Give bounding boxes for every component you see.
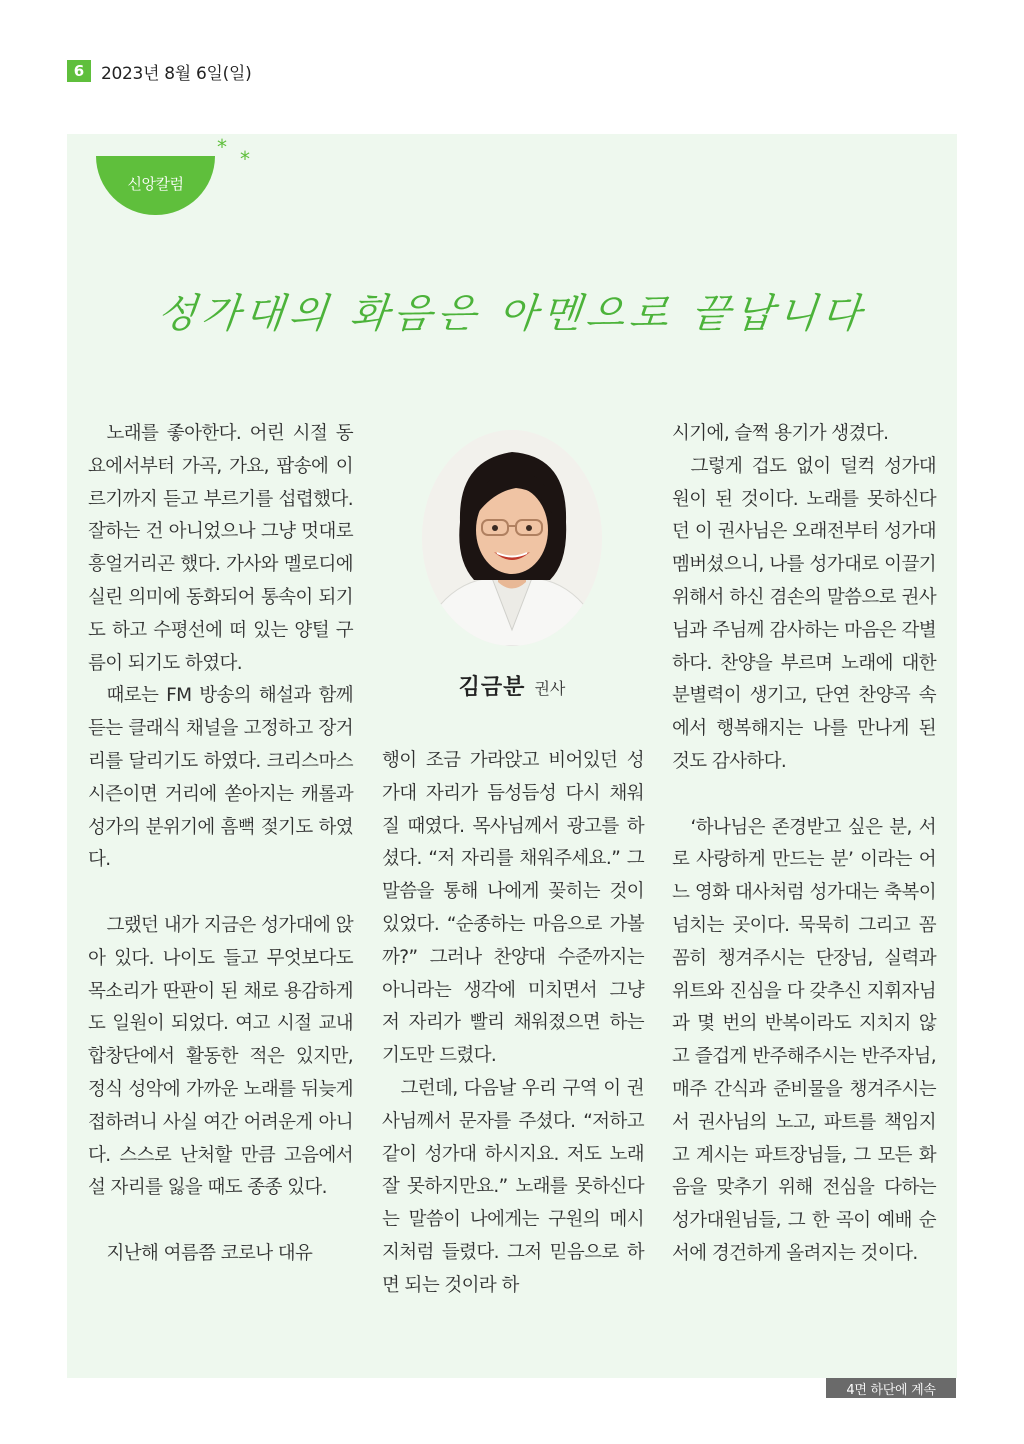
paragraph: 노래를 좋아한다. 어린 시절 동요에서부터 가곡, 가요, 팝송에 이르기까지 듣고 부르기를 섭렵했다. 잘하는 건 아니었으나 그냥 멋대로 흥얼거리곤 했다. 가사와 멜로디에 실린 의미에 동화되어 통속이 되기도 하고 수평선에 떠 있는 양털 구름이 되기도 하였다. [88,423,353,674]
author-title: 권사 [534,679,566,698]
paragraph: ‘하나님은 존경받고 싶은 분, 서로 사랑하게 만드는 분’ 이라는 어느 영화 대사처럼 성가대는 축복이 넘치는 곳이다. 묵묵히 그리고 꼼꼼히 챙겨주시는 단장님, 실력과 위트와 진심을 다 갖추신 지휘자님과 몇 번의 반복이라도 지치지 않고 즐겁게 반주해주시는 반주자님, 매주 간식과 준비물을 챙겨주시는 서 권사님의 노고, 파트를 책임지고 계시는 파트장님들, 그 모든 화음을 맞추기 위해 전심을 다하는 성가대원님들, 그 한 곡이 예배 순서에 경건하게 올려지는 것이다. [672,816,936,1264]
paragraph: 그런데, 다음날 우리 구역 이 권사님께서 문자를 주셨다. “저하고 같이 성가대 하시지요. 저도 노래 잘 못하지만요.” 노래를 못하신다는 말씀이 나에게는 구원의 메시지처럼 들렸다. 그저 믿음으로 하면 되는 것이라 하 [382,1077,644,1296]
section-badge-label: 신앙칼럼 [127,175,184,193]
paragraph: 행이 조금 가라앉고 비어있던 성가대 자리가 듬성듬성 다시 채워질 때였다. 목사님께서 광고를 하셨다. “저 자리를 채워주세요.” 그 말씀을 통해 나에게 꽂히는 것이 있었다. “순종하는 마음으로 가볼까?” 그러나 찬양대 수준까지는 아니라는 생각에 미치면서 그냥 저 자리가 빨리 채워졌으면 하는 기도만 드렸다. [382,750,644,1067]
text-column-2 [382,745,644,1303]
author-name: 김금분 [458,675,526,700]
author-portrait-illustration [422,430,602,646]
issue-date: 2023년 8월 6일(일) [101,63,252,84]
paragraph: 그렇게 겁도 없이 덜컥 성가대원이 된 것이다. 노래를 못하신다던 이 권사님은 오래전부터 성가대 멤버셨으니, 나를 성가대로 이끌기 위해서 하신 겸손의 말씀으로 권사님과 주님께 감사하는 마음은 각별하다. 찬양을 부르며 노래에 대한 분별력이 생기고, 단연 찬양곡 속에서 행복해지는 나를 만나게 된 것도 감사하다. [672,455,936,772]
continuation-note: 4면 하단에 계속 [826,1378,956,1398]
paragraph: 시기에, 슬쩍 용기가 생겼다. [672,423,889,444]
text-column-1 [88,418,353,1271]
star-icon: * [217,135,227,159]
star-icon: * [240,147,250,171]
text-column-3 [672,418,936,1271]
paragraph: 지난해 여름쯤 코로나 대유 [106,1242,313,1264]
article-title: 성가대의 화음은 아멘으로 끝납니다 [155,291,868,337]
page-header [67,60,251,82]
author-photo [422,430,602,646]
page-number: 6 [67,60,91,82]
paragraph: 그랬던 내가 지금은 성가대에 앉아 있다. 나이도 들고 무엇보다도 목소리가 딴판이 된 채로 용감하게도 일원이 되었다. 여고 시절 교내 합창단에서 활동한 적은 있지만, 정식 성악에 가까운 노래를 뒤늦게 접하려니 사실 여간 어려운게 아니다. 스스로 난처할 만큼 고음에서 설 자리를 잃을 때도 종종 있다. [88,914,353,1199]
paragraph: 때로는 FM 방송의 해설과 함께 듣는 클래식 채널을 고정하고 장거리를 달리기도 하였다. 크리스마스 시즌이면 거리에 쏟아지는 캐롤과 성가의 분위기에 흠뻑 젖기도 하였다. [88,685,353,871]
